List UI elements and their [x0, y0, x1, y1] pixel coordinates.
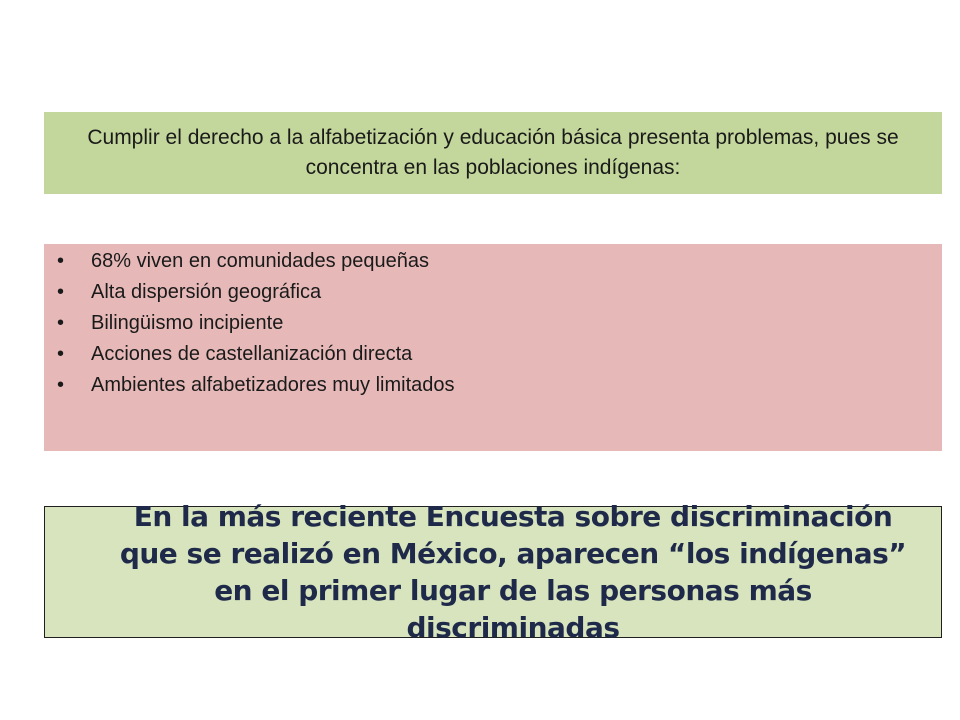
discrimination-note-text: En la más reciente Encuesta sobre discriminación que se realizó en México, aparecen “los indígenas” en el primer lugar de las personas más discriminadas — [119, 499, 907, 645]
list-item-text: Acciones de castellanización directa — [91, 343, 413, 365]
list-item — [44, 246, 942, 277]
list-item — [44, 277, 942, 308]
list-item-text: Ambientes alfabetizadores muy limitados — [91, 374, 455, 396]
bullet-icon: • — [57, 281, 65, 303]
discrimination-note-box — [44, 499, 942, 645]
bullet-icon: • — [57, 250, 65, 272]
intro-text: Cumplir el derecho a la alfabetización y educación básica presenta problemas, pues se concentra en las poblaciones indígenas: — [87, 125, 899, 179]
bullet-icon: • — [57, 312, 65, 334]
bullet-icon: • — [57, 343, 65, 365]
list-item-text: Bilingüismo incipiente — [91, 312, 284, 334]
list-item — [44, 308, 942, 339]
list-item-text: 68% viven en comunidades pequeñas — [91, 250, 430, 272]
intro-box — [44, 112, 942, 194]
list-item — [44, 339, 942, 370]
bullet-list-box — [44, 244, 942, 451]
list-item — [44, 370, 942, 401]
bullet-icon: • — [57, 374, 65, 396]
bullet-list — [44, 246, 942, 401]
list-item-text: Alta dispersión geográfica — [91, 281, 322, 303]
